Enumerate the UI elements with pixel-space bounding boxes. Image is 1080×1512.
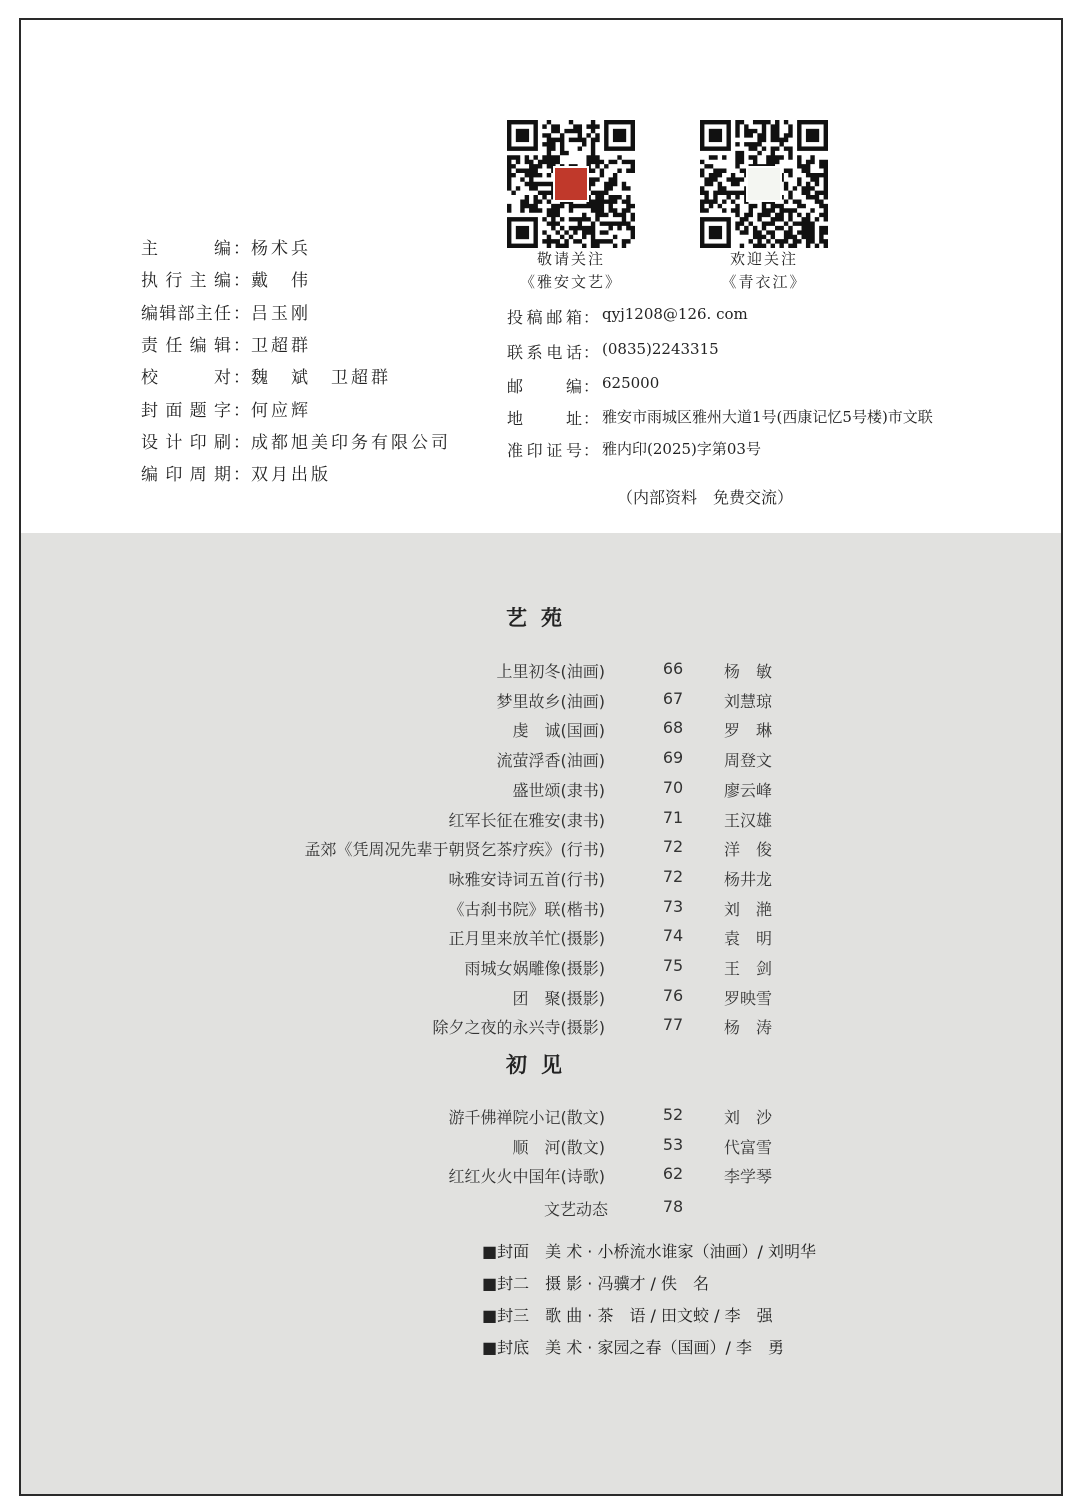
- toc-author: 杨井龙: [724, 869, 773, 889]
- toc-author: 王汉雄: [724, 810, 773, 830]
- toc-title: 顺 河(散文): [512, 1137, 605, 1157]
- toc-page: 53: [662, 1134, 684, 1154]
- colon: ：: [583, 308, 600, 327]
- toc-row: [21, 956, 1061, 982]
- qr-code-icon: [700, 120, 828, 248]
- colon: ：: [583, 343, 600, 362]
- staff-value: 吕玉刚: [251, 303, 311, 324]
- contact-value: qyj1208@126. com: [602, 305, 748, 323]
- toc-author: 刘 滟: [724, 899, 773, 919]
- toc-row: [21, 837, 1061, 863]
- colon: ：: [233, 400, 250, 421]
- colon: ：: [233, 432, 250, 453]
- toc-title: 文艺动态: [543, 1200, 608, 1219]
- table-of-contents: [21, 533, 1061, 1494]
- colon: ：: [233, 335, 250, 356]
- colon: ：: [233, 368, 250, 389]
- toc-title: 梦里故乡(油画): [496, 691, 605, 711]
- staff-label: 校对: [141, 368, 232, 389]
- cover-credit-row: ■封二 摄 影 · 冯骥才 / 佚 名: [482, 1274, 710, 1293]
- toc-author: 罗映雪: [724, 988, 773, 1008]
- toc-title: 咏雅安诗词五首(行书): [448, 869, 605, 889]
- qr-logo: [747, 167, 781, 201]
- toc-page: 69: [662, 748, 684, 768]
- staff-value: 杨术兵: [251, 239, 311, 259]
- toc-row: [21, 1164, 1061, 1190]
- staff-label: 编辑部主任: [141, 303, 232, 324]
- qr-code-graphic: [700, 120, 828, 248]
- toc-row: [21, 867, 1061, 893]
- toc-row: [21, 1105, 1061, 1131]
- colon: ：: [583, 377, 600, 396]
- toc-author: 代富雪: [724, 1137, 773, 1157]
- colon: ：: [583, 441, 600, 460]
- contact-label: 投稿邮箱: [507, 308, 583, 327]
- section-title-chujian: 初见: [506, 1052, 576, 1077]
- staff-value: 戴 伟: [251, 271, 311, 292]
- qr-caption-yaan-wenyi: [496, 248, 646, 294]
- toc-author: 杨 敏: [724, 662, 773, 681]
- toc-row: [21, 986, 1061, 1012]
- toc-page: 70: [662, 777, 684, 797]
- cover-credit-row: ■封面 美 术 · 小桥流水谁家（油画）/ 刘明华: [482, 1242, 816, 1261]
- qr-logo: [554, 167, 588, 201]
- toc-title: 盛世颂(隶书): [512, 780, 605, 800]
- staff-value: 成都旭美印务有限公司: [251, 432, 451, 453]
- toc-author: 杨 涛: [724, 1018, 773, 1038]
- toc-title: 雨城女娲雕像(摄影): [464, 959, 605, 978]
- contact-label: 准印证号: [507, 441, 583, 460]
- toc-author: 周登文: [724, 751, 773, 771]
- qr-caption-qingyijiang: [689, 248, 839, 294]
- colon: ：: [233, 303, 250, 324]
- staff-value: 卫超群: [251, 335, 311, 356]
- staff-label: 编印周期: [141, 465, 232, 486]
- toc-title: 红红火火中国年(诗歌): [448, 1167, 605, 1187]
- toc-row: [21, 718, 1061, 744]
- section-title-yiyuan: 艺苑: [506, 605, 576, 630]
- toc-title: 上里初冬(油画): [496, 662, 605, 681]
- toc-row: [21, 926, 1061, 952]
- toc-author: 袁 明: [724, 929, 773, 949]
- toc-row: [21, 1135, 1061, 1161]
- toc-page: 78: [662, 1197, 684, 1216]
- contact-label: 联系电话: [507, 343, 583, 362]
- qr-caption-line1: 敬请关注: [536, 250, 605, 268]
- staff-value: 魏 斌 卫超群: [251, 368, 391, 389]
- toc-row: [21, 808, 1061, 834]
- contact-value: 雅内印(2025)字第03号: [602, 440, 761, 458]
- toc-page: 72: [662, 866, 684, 886]
- toc-page: 76: [662, 985, 684, 1005]
- staff-value: 何应辉: [251, 400, 311, 421]
- contact-value: 雅安市雨城区雅州大道1号(西康记忆5号楼)市文联: [602, 408, 933, 426]
- toc-author: 刘慧琼: [724, 691, 773, 711]
- toc-author: 洋 俊: [724, 840, 773, 860]
- toc-page: 52: [662, 1105, 684, 1124]
- toc-row-wenyi-dongtai: [21, 1197, 1061, 1223]
- toc-page: 66: [662, 659, 684, 678]
- toc-title: 红军长征在雅安(隶书): [448, 810, 605, 830]
- toc-title: 正月里来放羊忙(摄影): [448, 929, 605, 949]
- internal-note: （内部资料 免费交流）: [617, 488, 794, 507]
- toc-page: 73: [662, 896, 684, 916]
- toc-page: 74: [662, 926, 684, 946]
- toc-author: 刘 沙: [724, 1108, 773, 1127]
- toc-page: 68: [662, 718, 684, 738]
- qr-caption-line2: 《雅安文艺》: [519, 273, 622, 291]
- contact-value: 625000: [602, 374, 660, 392]
- staff-label: 封面题字: [141, 400, 232, 421]
- staff-label: 责任编辑: [141, 335, 232, 356]
- cover-credit-row: ■封三 歌 曲 · 茶 语 / 田文蛟 / 李 强: [482, 1306, 773, 1325]
- toc-page: 72: [662, 837, 684, 857]
- toc-page: 77: [662, 1015, 684, 1035]
- contact-value: (0835)2243315: [602, 340, 719, 358]
- toc-row: [21, 748, 1061, 774]
- contact-label: 邮编: [507, 377, 583, 396]
- toc-author: 李学琴: [724, 1167, 773, 1187]
- page-frame: [19, 18, 1063, 1496]
- toc-title: 《古刹书院》联(楷书): [448, 899, 605, 919]
- toc-title: 团 聚(摄影): [512, 988, 605, 1008]
- colon: ：: [583, 409, 600, 428]
- contact-label: 地址: [507, 409, 583, 428]
- qr-caption-line1: 欢迎关注: [729, 250, 798, 268]
- toc-row: [21, 897, 1061, 923]
- toc-author: 廖云峰: [724, 780, 773, 800]
- toc-row: [21, 778, 1061, 804]
- toc-row: [21, 659, 1061, 685]
- colon: ：: [233, 465, 250, 486]
- qr-code-graphic: [507, 120, 635, 248]
- colon: ：: [233, 239, 250, 259]
- toc-title: 游千佛禅院小记(散文): [448, 1108, 605, 1127]
- toc-title: 虔 诚(国画): [512, 721, 605, 741]
- toc-page: 71: [662, 807, 684, 827]
- qr-code-icon: [507, 120, 635, 248]
- toc-row: [21, 689, 1061, 715]
- toc-title: 除夕之夜的永兴寺(摄影): [432, 1018, 605, 1038]
- staff-label: 执行主编: [141, 271, 232, 292]
- colon: ：: [233, 271, 250, 292]
- toc-title: 流萤浮香(油画): [496, 751, 605, 771]
- toc-row: [21, 1015, 1061, 1041]
- qr-caption-line2: 《青衣江》: [721, 273, 807, 291]
- staff-label: 主编: [141, 239, 232, 259]
- toc-author: 罗 琳: [724, 721, 773, 741]
- toc-author: 王 剑: [724, 959, 773, 978]
- toc-page: 62: [662, 1164, 684, 1184]
- toc-page: 75: [662, 956, 684, 975]
- cover-credit-row: ■封底 美 术 · 家园之春（国画）/ 李 勇: [482, 1338, 784, 1357]
- staff-label: 设计印刷: [141, 432, 232, 453]
- toc-title: 孟郊《凭周况先辈于朝贤乞茶疗疾》(行书): [304, 840, 605, 860]
- staff-value: 双月出版: [251, 465, 331, 486]
- toc-page: 67: [662, 688, 684, 708]
